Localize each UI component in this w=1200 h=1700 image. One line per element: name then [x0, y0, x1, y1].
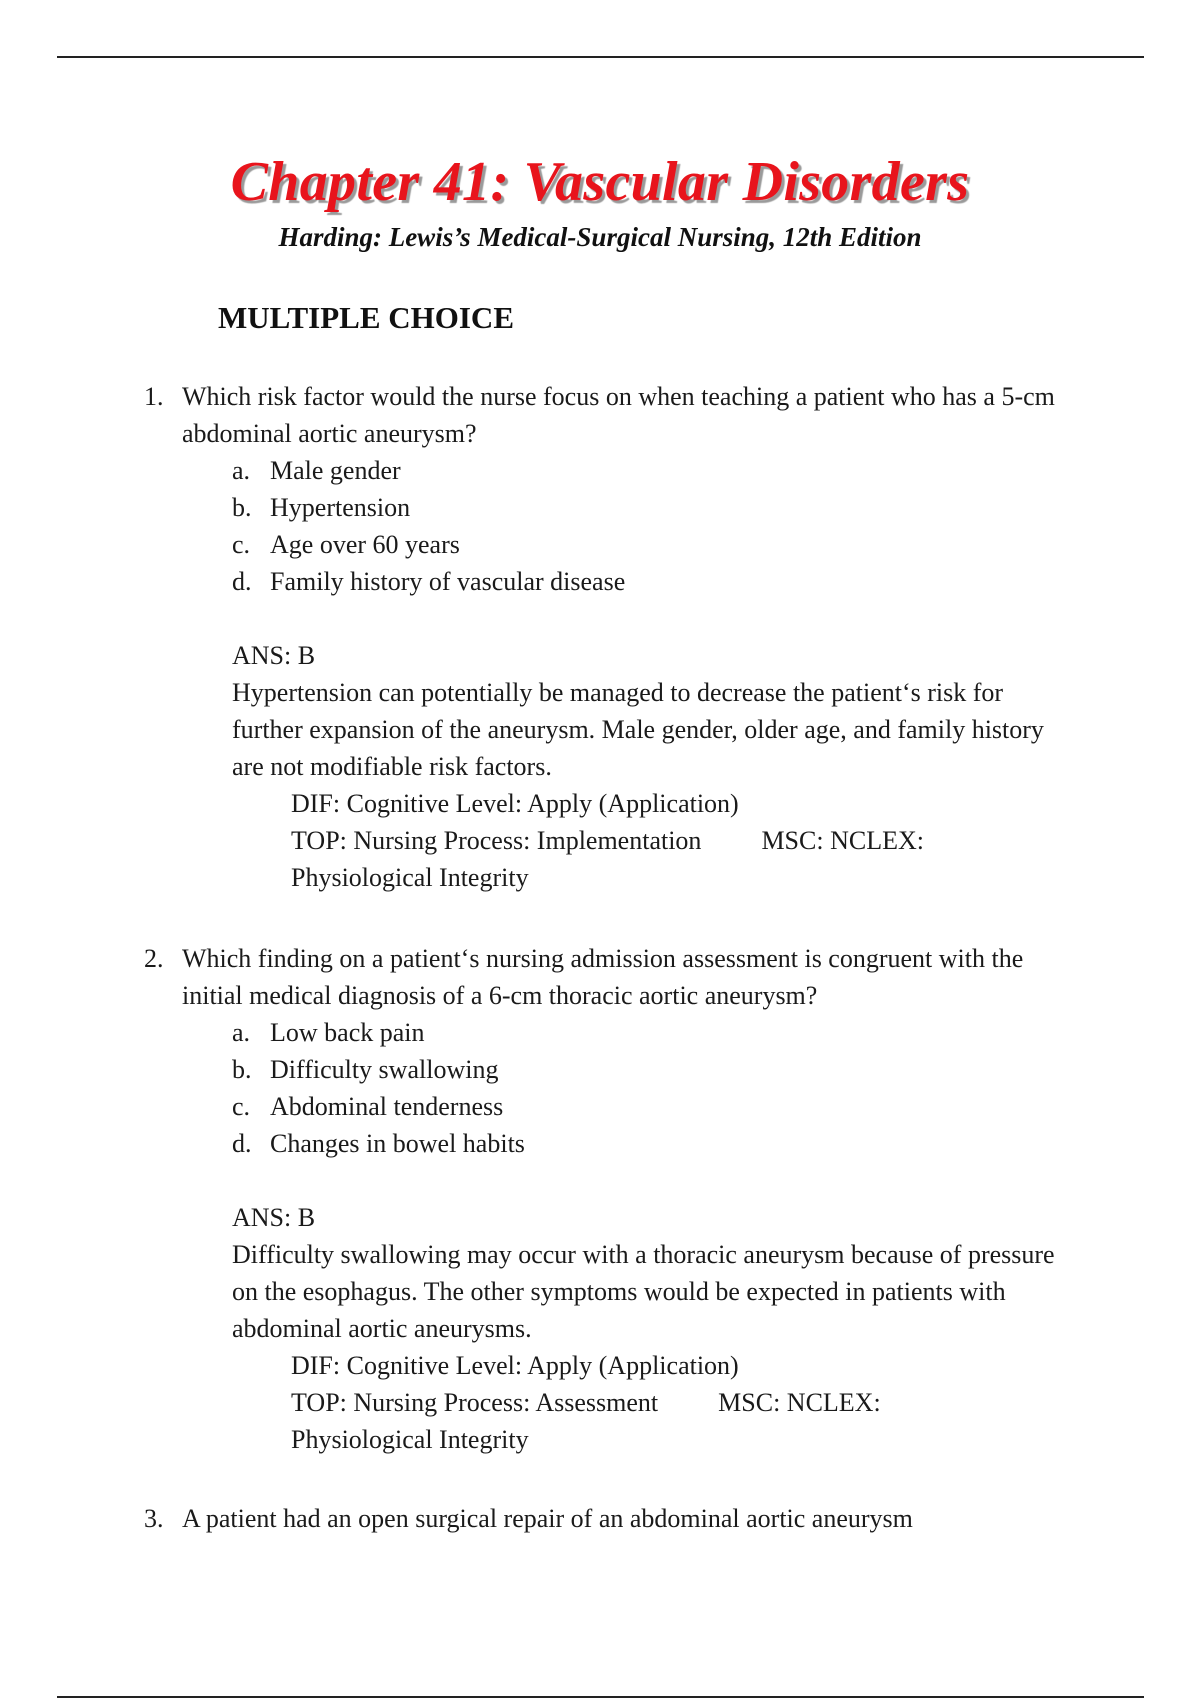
option-b: [232, 489, 1064, 526]
difficulty-meta: DIF: Cognitive Level: Apply (Application): [291, 789, 739, 818]
question-2: [144, 940, 1064, 1458]
option-d: [232, 563, 1064, 600]
option-c: [232, 526, 1064, 563]
option-letter: a.: [232, 456, 251, 485]
msc-text: MSC: NCLEX:: [761, 826, 924, 855]
option-letter: c.: [232, 530, 251, 559]
option-text: Family history of vascular disease: [270, 567, 626, 596]
msc-text: MSC: NCLEX:: [718, 1388, 881, 1417]
topic-text: TOP: Nursing Process: Assessment: [291, 1388, 659, 1417]
answer-key: ANS: B: [232, 641, 316, 670]
topic-meta: [291, 1384, 1064, 1421]
answer-key: ANS: B: [232, 1203, 316, 1232]
option-text: Low back pain: [270, 1018, 425, 1047]
chapter-title: Chapter 41: Vascular Disorders: [230, 151, 970, 213]
option-letter: c.: [232, 1092, 251, 1121]
difficulty-meta: DIF: Cognitive Level: Apply (Application): [291, 1351, 739, 1380]
question-number: 1.: [144, 382, 164, 411]
option-c: [232, 1088, 1064, 1125]
option-d: [232, 1125, 1064, 1162]
option-letter: d.: [232, 567, 252, 596]
option-letter: b.: [232, 493, 252, 522]
msc-continuation: Physiological Integrity: [291, 1425, 529, 1454]
option-text: Abdominal tenderness: [270, 1092, 504, 1121]
top-divider: [57, 56, 1144, 58]
option-text: Changes in bowel habits: [270, 1129, 525, 1158]
question-number: 2.: [144, 944, 164, 973]
option-letter: b.: [232, 1055, 252, 1084]
option-letter: d.: [232, 1129, 252, 1158]
option-text: Male gender: [270, 456, 401, 485]
section-heading: MULTIPLE CHOICE: [218, 300, 514, 335]
option-text: Hypertension: [270, 493, 411, 522]
rationale: Hypertension can potentially be managed to decrease the patient‘s risk for further expansion of the aneurysm. Male gender, older age, and family history are not modifiable risk factors.: [232, 678, 1044, 781]
bottom-divider: [57, 1696, 1144, 1698]
topic-text: TOP: Nursing Process: Implementation: [291, 826, 702, 855]
option-a: [232, 452, 1064, 489]
question-number: 3.: [144, 1504, 164, 1533]
book-subtitle: Harding: Lewis’s Medical-Surgical Nursing, 12th Edition: [278, 222, 922, 252]
option-text: Difficulty swallowing: [270, 1055, 499, 1084]
question-stem: A patient had an open surgical repair of an abdominal aortic aneurysm: [182, 1504, 913, 1533]
option-b: [232, 1051, 1064, 1088]
rationale: Difficulty swallowing may occur with a thoracic aneurysm because of pressure on the esophagus. The other symptoms would be expected in patients with abdominal aortic aneurysms.: [232, 1240, 1055, 1343]
option-a: [232, 1014, 1064, 1051]
option-text: Age over 60 years: [270, 530, 460, 559]
msc-continuation: Physiological Integrity: [291, 863, 529, 892]
question-stem: Which finding on a patient‘s nursing admission assessment is congruent with the initial medical diagnosis of a 6-cm thoracic aortic aneurysm?: [182, 944, 1024, 1010]
question-1: [144, 378, 1064, 896]
question-stem: Which risk factor would the nurse focus on when teaching a patient who has a 5-cm abdominal aortic aneurysm?: [182, 382, 1055, 448]
topic-meta: [291, 822, 1064, 859]
answer-options: [144, 1014, 1064, 1162]
answer-options: [144, 452, 1064, 600]
option-letter: a.: [232, 1018, 251, 1047]
question-3: [144, 1500, 1064, 1537]
